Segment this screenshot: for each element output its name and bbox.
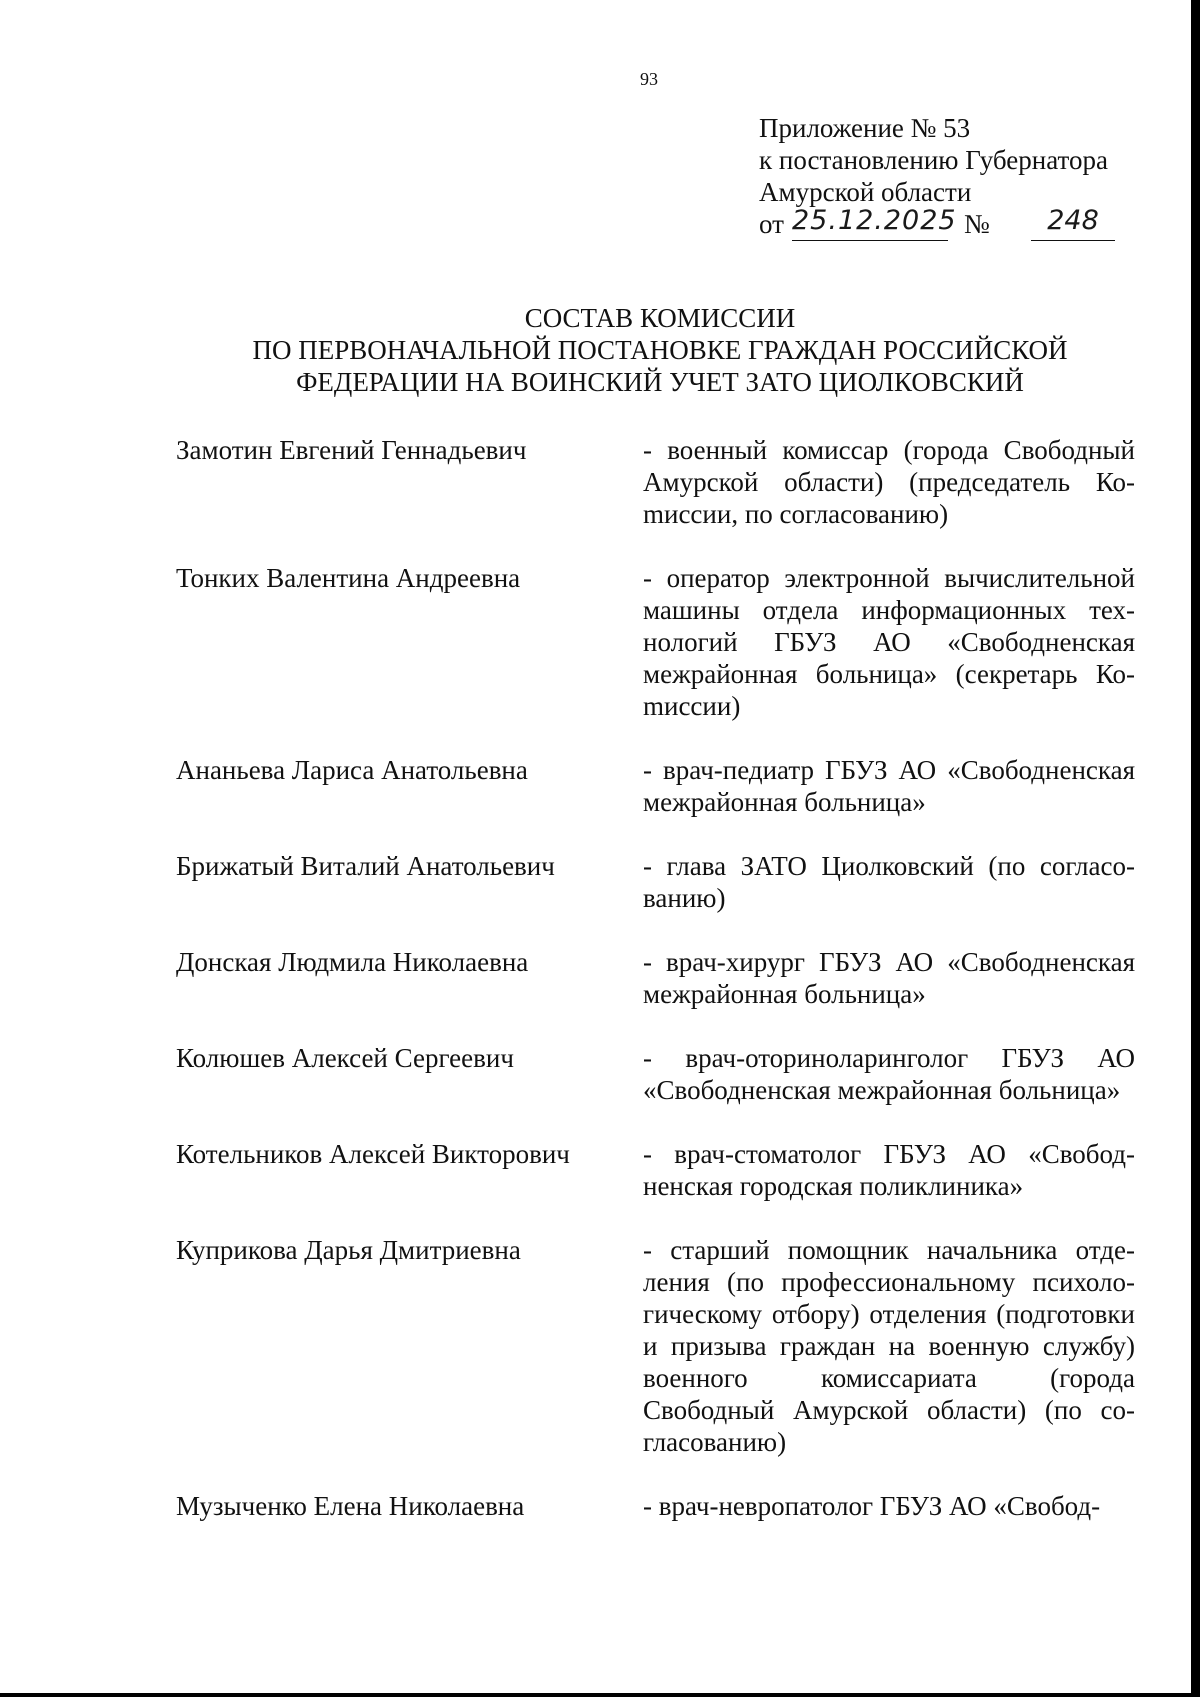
member-role: - военный комиссар (города Свободный Амурской области) (председатель Коmиссии, по согласованию) (643, 435, 1135, 529)
member-row (0, 434, 1200, 530)
member-role: - врач-хирург ГБУЗ АО «Свободненская межрайонная больница» (643, 947, 1135, 1009)
member-role: - врач-педиатр ГБУЗ АО «Свободненская межрайонная больница» (643, 755, 1135, 817)
appendix-line-2: к постановлению Губернатора (759, 145, 1108, 175)
member-name: Музыченко Елена Николаевна (176, 1491, 525, 1521)
member-row (0, 754, 1200, 818)
title-line-1: СОСТАВ КОМИССИИ (524, 303, 796, 333)
member-role: - старший помощник начальника отделения (по профессиональному психологическому отбору) отделения (подготовки и призыва граждан на военную службу) военного комиссариата (города Свободный Амурской области) (по согласованию) (643, 1235, 1135, 1457)
title-line-2: ПО ПЕРВОНАЧАЛЬНОЙ ПОСТАНОВКЕ ГРАЖДАН РОССИЙСКОЙ (252, 335, 1068, 365)
member-role: - врач-стоматолог ГБУЗ АО «Свободненская городская поликлиника» (643, 1139, 1135, 1201)
document-title (140, 302, 1180, 398)
handwritten-date: 25.12.2025 (792, 202, 948, 241)
member-role: - оператор электронной вычислительной машины отдела информационных технологий ГБУЗ АО «Свободненская межрайонная больница» (секретарь Коmиссии) (643, 563, 1135, 721)
member-role: - врач-невропатолог ГБУЗ АО «Свобод- (643, 1491, 1101, 1521)
title-line-3: ФЕДЕРАЦИИ НА ВОИНСКИЙ УЧЕТ ЗАТО ЦИОЛКОВСКИЙ (296, 367, 1024, 397)
scan-edge-bottom (0, 1693, 1200, 1697)
number-sign: № (964, 209, 990, 239)
member-role: - врач-оториноларинголог ГБУЗ АО «Свободненская межрайонная больница» (643, 1043, 1135, 1105)
member-role: - глава ЗАТО Циолковский (по согласованию) (643, 851, 1135, 913)
appendix-header (759, 112, 1108, 244)
member-row (0, 850, 1200, 914)
member-name: Тонких Валентина Андреевна (176, 563, 521, 593)
page-number: 93 (640, 69, 658, 89)
member-name: Куприкова Дарья Дмитриевна (176, 1235, 521, 1265)
member-name: Замотин Евгений Геннадьевич (176, 435, 527, 465)
member-row (0, 1042, 1200, 1106)
appendix-date-number-line (759, 205, 1108, 244)
member-row (0, 1234, 1200, 1458)
member-row (0, 1138, 1200, 1202)
member-name: Котельников Алексей Викторович (176, 1139, 570, 1169)
appendix-line-1: Приложение № 53 (759, 113, 971, 143)
member-name: Колюшев Алексей Сергеевич (176, 1043, 514, 1073)
member-row (0, 1490, 1200, 1522)
member-name: Донская Людмила Николаевна (176, 947, 529, 977)
commission-members-list (0, 434, 1200, 1554)
member-name: Ананьева Лариса Анатольевна (176, 755, 528, 785)
handwritten-number: 248 (1031, 202, 1115, 241)
member-name: Брижатый Виталий Анатольевич (176, 851, 555, 881)
member-row (0, 562, 1200, 722)
date-prefix: от (759, 209, 784, 239)
member-row (0, 946, 1200, 1010)
appendix-line-3: Амурской области (759, 177, 972, 207)
